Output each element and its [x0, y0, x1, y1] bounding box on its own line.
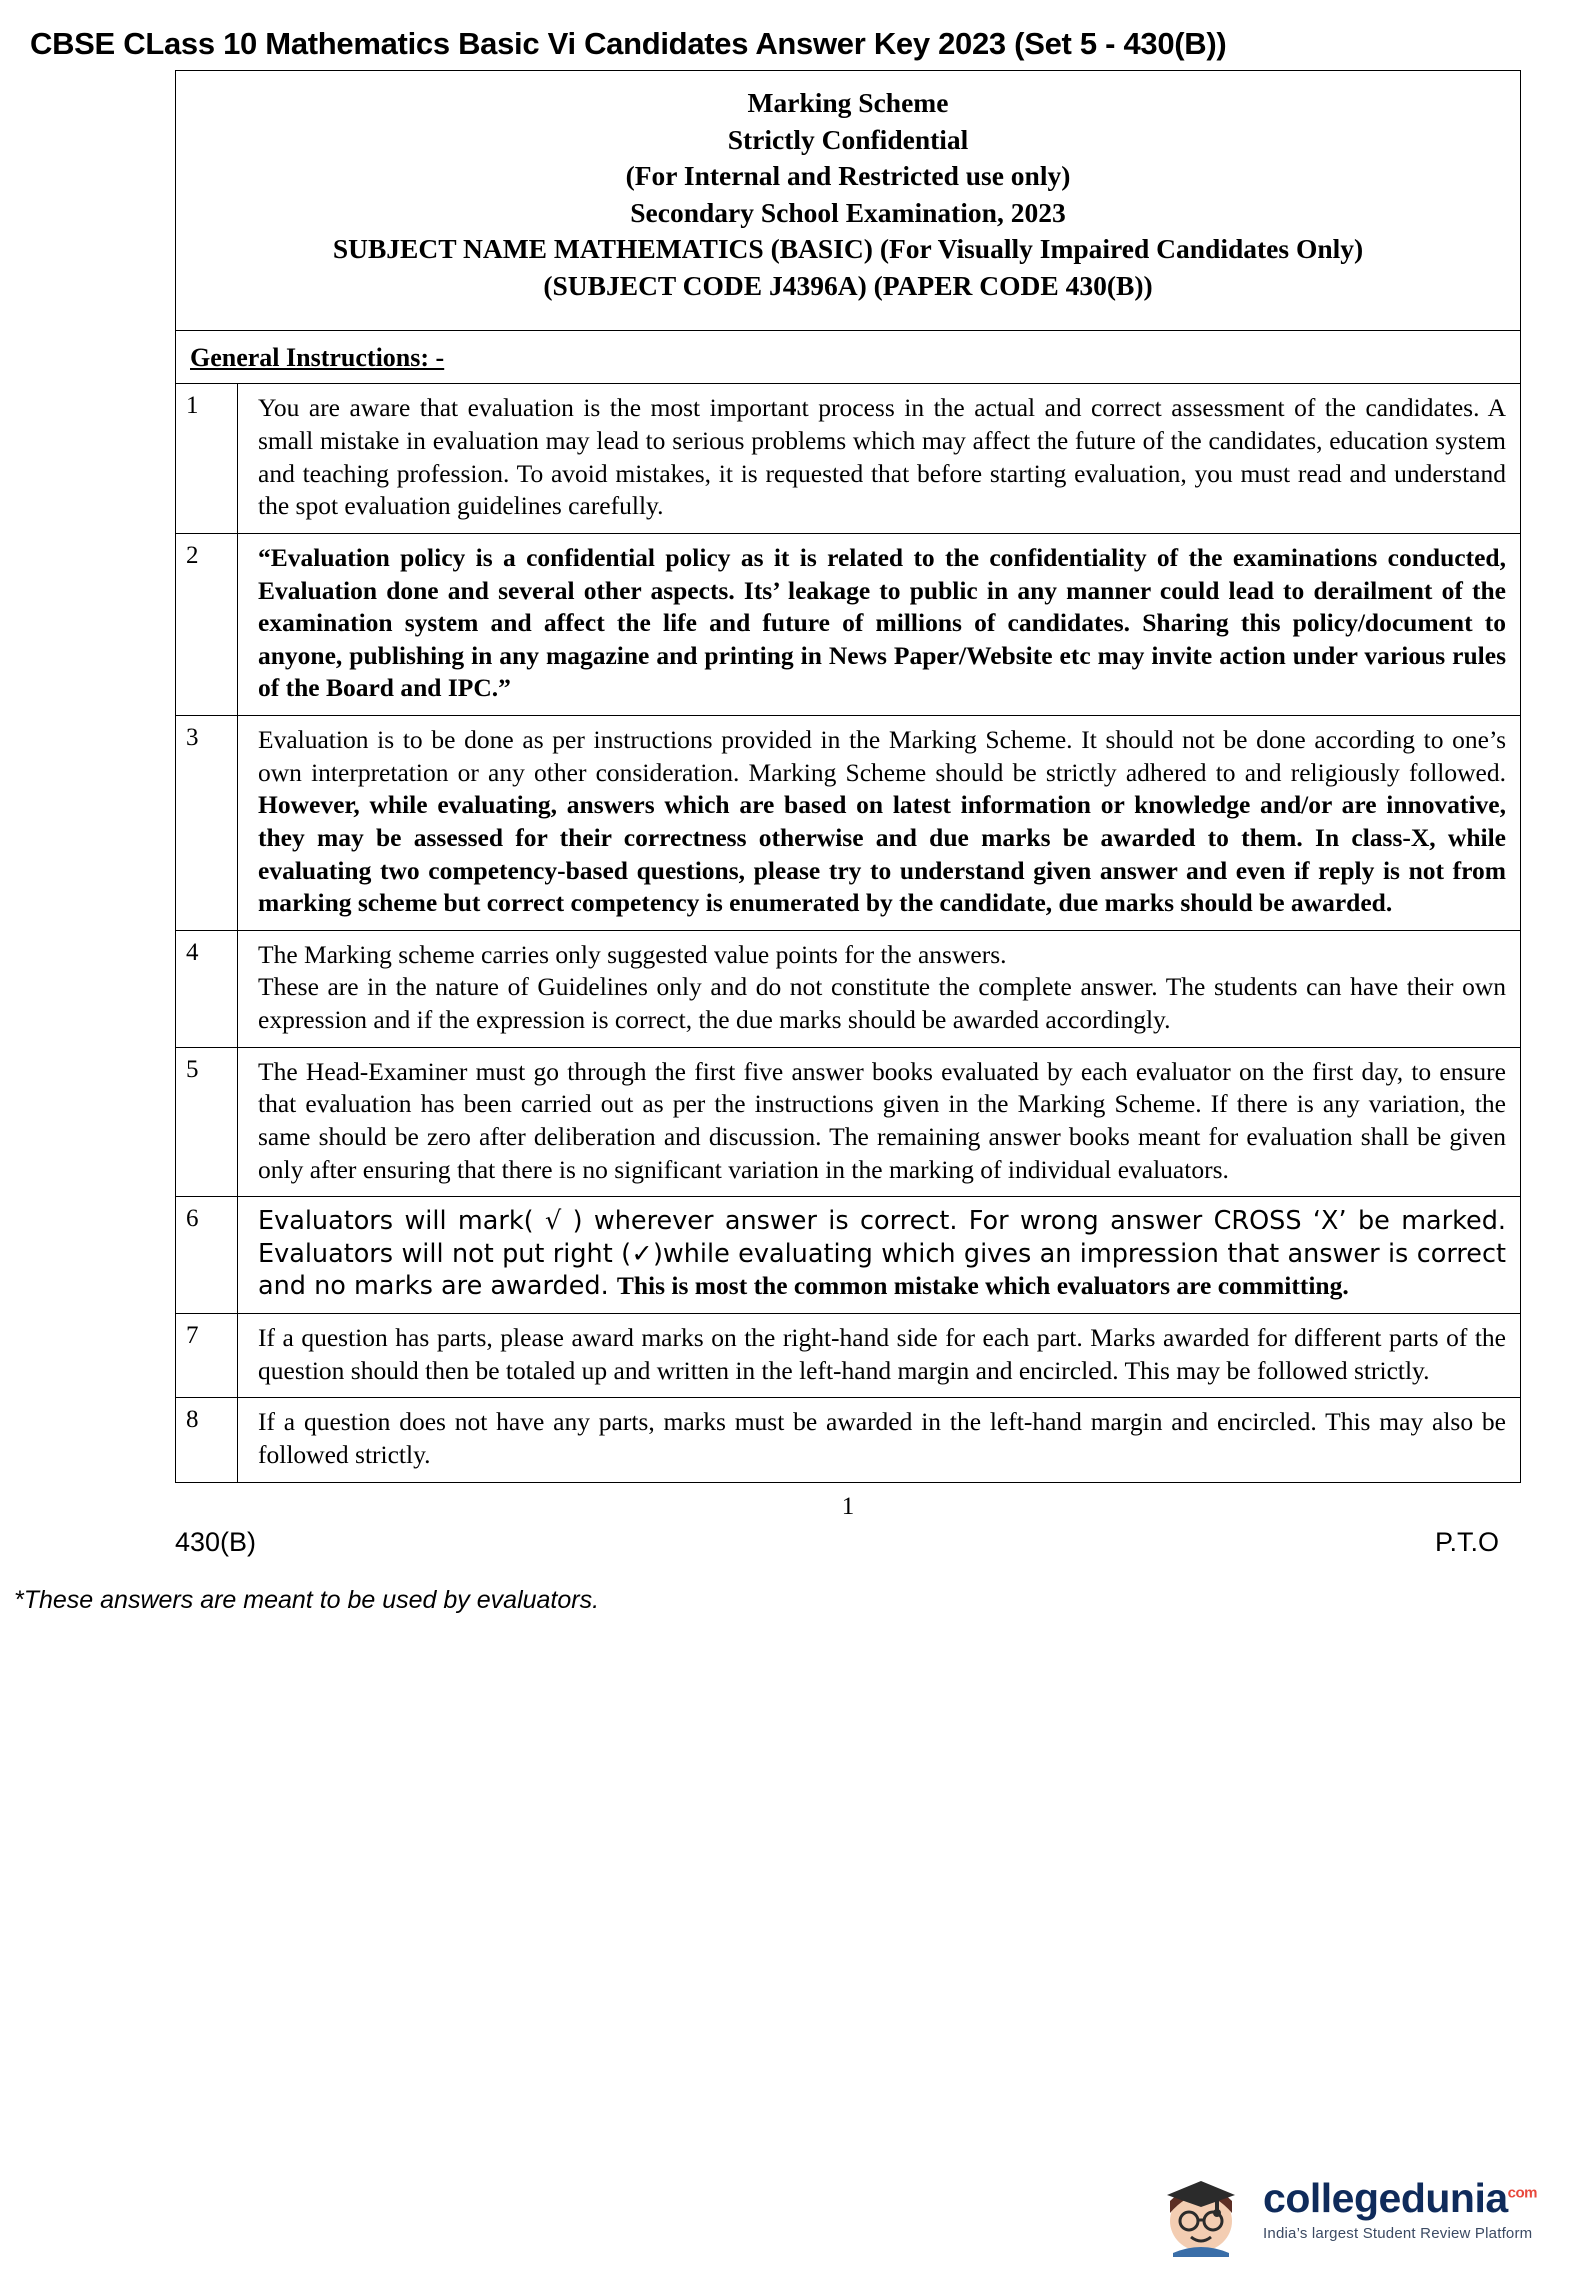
instruction-text: The Head-Examiner must go through the first five answer books evaluated by each evaluator on the first day, to ensure that evaluation has been carried out as per the instructions given in the Marking Scheme. If there is any variation, the same should be zero after deliberation and discussion. The remaining answer books meant for evaluation shall be given only after ensuring that there is no significant variation in the marking of individual evaluators.	[258, 1056, 1506, 1184]
instruction-text	[238, 716, 1520, 930]
table-row	[176, 384, 1520, 534]
table-row	[176, 1398, 1520, 1482]
footer-paper-code: 430(B)	[175, 1526, 257, 1557]
instruction-text-plain: Evaluation is to be done as per instructions provided in the Marking Scheme. It should not be done according to one’s own interpretation or any other consideration. Marking Scheme should be strictly adhered to and religiously followed.	[258, 725, 1506, 787]
table-row	[176, 1314, 1520, 1398]
collegedunia-branding	[1153, 2161, 1537, 2257]
instruction-number: 4	[176, 931, 238, 1047]
header-line-6: (SUBJECT CODE J4396A) (PAPER CODE 430(B))	[543, 269, 1153, 301]
marking-scheme-sheet	[175, 70, 1521, 1483]
mascot-icon	[1153, 2161, 1249, 2257]
page-number: 1	[841, 1492, 855, 1520]
instruction-number: 2	[176, 534, 238, 715]
instruction-text-plain: Evaluators will mark( √ ) wherever answer is correct. For wrong answer CROSS ‘X’ be marked. Evaluators will not put right (✓)while evaluating which gives an impression that answer is correct and no marks are awarded.	[258, 1206, 1506, 1302]
page-title: CBSE CLass 10 Mathematics Basic Vi Candidates Answer Key 2023 (Set 5 - 430(B))	[30, 26, 1227, 61]
brand-name-text: collegedunia	[1263, 2174, 1508, 2221]
footer-pto: P.T.O	[1434, 1526, 1499, 1557]
instruction-number: 6	[176, 1197, 238, 1313]
general-instructions-label: General Instructions: -	[190, 343, 445, 373]
instruction-text: You are aware that evaluation is the most important process in the actual and correct assessment of the candidates. A small mistake in evaluation may lead to serious problems which may affect the future of the candidates, education system and teaching profession. To avoid mistakes, it is requested that before starting evaluation, you must read and understand the spot evaluation guidelines carefully.	[258, 393, 1506, 521]
header-line-5: SUBJECT NAME MATHEMATICS (BASIC) (For Visually Impaired Candidates Only)	[332, 233, 1364, 265]
instruction-text-bold: However, while evaluating, answers which are based on latest information or knowledge and/or are innovative, they may be assessed for their correctness otherwise and due marks be awarded to them. In class-X, while evaluating two competency-based questions, please try to understand given answer and even if reply is not from marking scheme but correct competency is enumerated by the candidate, due marks should be awarded.	[258, 790, 1506, 918]
brand-superscript: com	[1507, 2183, 1537, 2201]
document-footer	[175, 1527, 1499, 1558]
header-line-4: Secondary School Examination, 2023	[630, 196, 1066, 228]
header-line-3: (For Internal and Restricted use only)	[625, 160, 1071, 192]
instruction-text: “Evaluation policy is a confidential policy as it is related to the confidentiality of the examinations conducted, Evaluation done and several other aspects. Its’ leakage to public in any manner could lead to derailment of the examination system and affect the life and future of millions of candidates. Sharing this policy/document to anyone, publishing in any magazine and printing in News Paper/Website etc may invite action under various rules of the Board and IPC.”	[258, 542, 1506, 703]
instruction-number: 5	[176, 1048, 238, 1197]
table-row	[176, 931, 1520, 1048]
instructions-list	[176, 384, 1520, 1482]
instruction-number: 1	[176, 384, 238, 533]
header-line-1: Marking Scheme	[747, 87, 949, 118]
instruction-text-bold: This is most the common mistake which evaluators are committing.	[616, 1271, 1349, 1301]
instruction-number: 3	[176, 716, 238, 930]
instruction-number: 7	[176, 1314, 238, 1397]
header-line-2: Strictly Confidential	[727, 123, 969, 155]
brand-tagline: India’s largest Student Review Platform	[1263, 2224, 1533, 2242]
instruction-line-2: These are in the nature of Guidelines only and do not constitute the complete answer. The students can have their own expression and if the expression is correct, the due marks should be awarded accordingly.	[258, 972, 1506, 1034]
brand-name	[1263, 2174, 1537, 2221]
instruction-line-1: The Marking scheme carries only suggested value points for the answers.	[258, 939, 1007, 969]
table-row	[176, 534, 1520, 716]
table-row	[176, 1048, 1520, 1198]
instruction-text	[238, 1197, 1520, 1313]
document-header-block	[176, 71, 1520, 331]
evaluator-note: *These answers are meant to be used by evaluators.	[14, 1585, 600, 1614]
instruction-text: If a question does not have any parts, marks must be awarded in the left-hand margin and encircled. This may also be followed strictly.	[258, 1407, 1506, 1469]
brand-text-block	[1263, 2174, 1537, 2242]
instruction-number: 8	[176, 1398, 238, 1481]
table-row	[176, 716, 1520, 931]
instruction-text	[238, 931, 1520, 1047]
instruction-text: If a question has parts, please award marks on the right-hand side for each part. Marks awarded for different parts of the question should then be totaled up and written in the left-hand margin and encircled. This may be followed strictly.	[258, 1323, 1506, 1385]
general-instructions-heading	[176, 331, 1520, 384]
table-row	[176, 1197, 1520, 1314]
